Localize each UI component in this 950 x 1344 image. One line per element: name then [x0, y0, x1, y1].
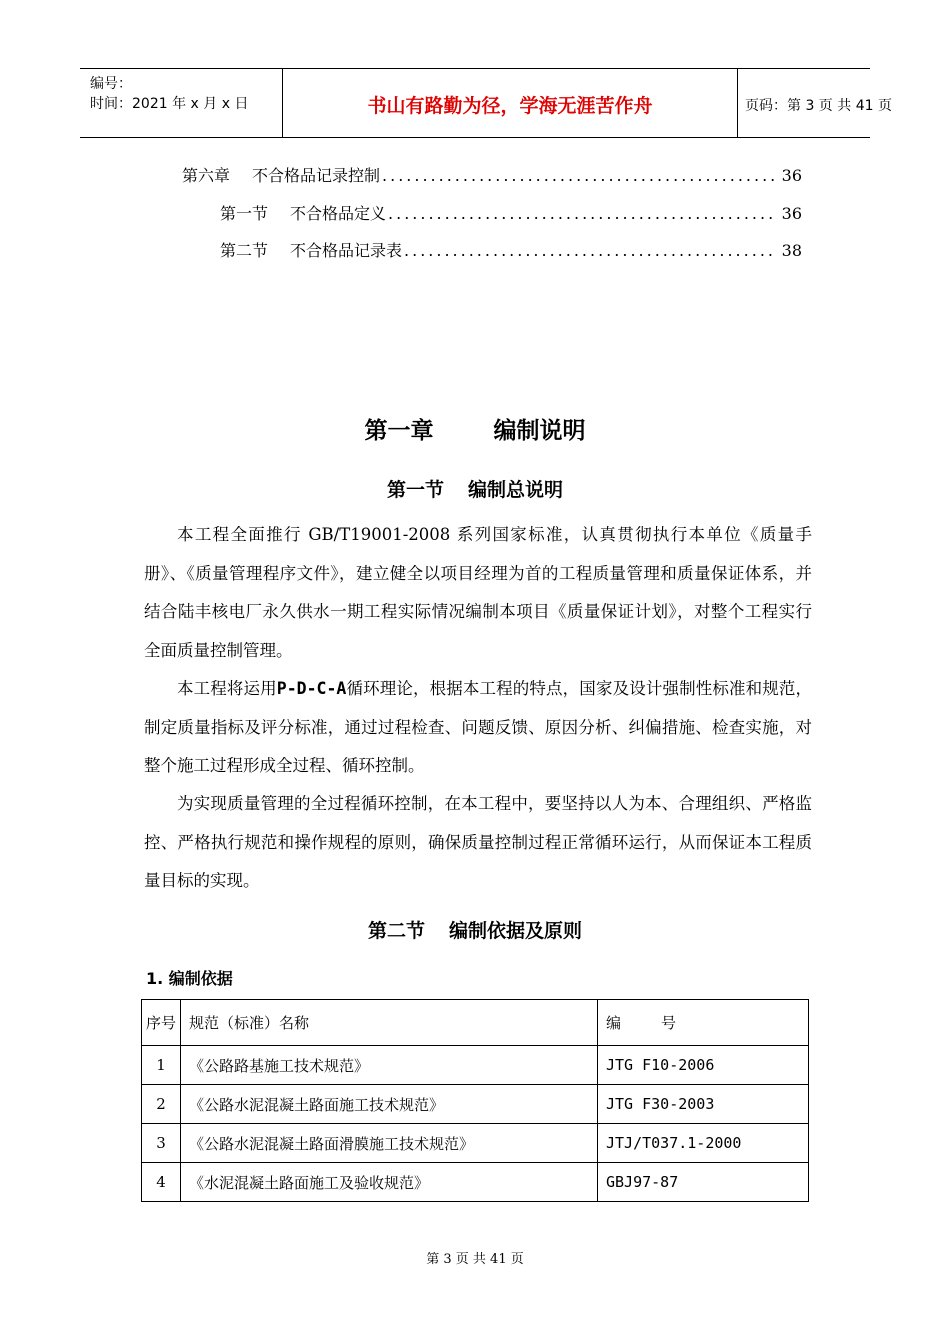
row-code: JTG F30-2003 [598, 1085, 809, 1124]
row-code: JTG F10-2006 [598, 1046, 809, 1085]
row-no: 2 [142, 1085, 181, 1124]
toc-entry-page: 36 [781, 204, 802, 223]
toc-leader-dots [382, 166, 774, 185]
toc-entry-text: 不合格品定义 [290, 204, 387, 223]
header-page-cell [737, 69, 892, 137]
toc-entry[interactable] [182, 163, 802, 186]
row-code: JTJ/T037.1-2000 [598, 1124, 809, 1163]
table-row [142, 1046, 809, 1085]
toc-entry[interactable] [220, 201, 802, 224]
page-footer: 第 3 页 共 41 页 [426, 1252, 524, 1267]
subheading: 1. 编制依据 [146, 969, 233, 988]
toc-entry-number: 第二节 [220, 241, 269, 260]
chapter-number: 第一章 [364, 418, 434, 444]
chapter-title: 编制说明 [493, 418, 586, 444]
row-name: 《公路水泥混凝土路面滑膜施工技术规范》 [181, 1124, 598, 1163]
toc-entry-number: 第一节 [220, 204, 269, 223]
row-name: 《水泥混凝土路面施工及验收规范》 [181, 1163, 598, 1202]
paragraph-text: 本工程将运用 [177, 679, 277, 698]
toc-entry-number: 第六章 [182, 166, 231, 185]
section-title: 编制依据及原则 [449, 920, 583, 942]
header-cell-no: 序号 [142, 1000, 181, 1046]
standards-table [141, 999, 809, 1202]
chapter-heading [0, 412, 950, 445]
table-row [142, 1085, 809, 1124]
header-time-label: 时间：2021 年 x 月 x 日 [90, 96, 249, 112]
body-paragraph: 为实现质量管理的全过程循环控制，在本工程中，要坚持以人为本、合理组织、严格监控、严格执行规范和操作规程的原则，确保质量控制过程正常循环运行，从而保证本工程质量目标的实现。 [144, 794, 812, 890]
paragraph-text: 循环理论，根据本工程的特点，国家及设计强制性标准和规范，制定质量指标及评分标准，通过过程检查、问题反馈、原因分析、纠偏措施、检查实施，对整个施工过程形成全过程、循环控制。 [144, 679, 813, 775]
table-row [142, 1124, 809, 1163]
header-number-label: 编号： [90, 76, 132, 92]
code-header-part: 编 [606, 1014, 622, 1032]
row-name: 《公路路基施工技术规范》 [181, 1046, 598, 1085]
header-motto-cell [282, 69, 738, 137]
toc-entry-text: 不合格品记录控制 [252, 166, 381, 185]
section-title: 编制总说明 [468, 479, 564, 501]
table-row [142, 1163, 809, 1202]
body-paragraph: 本工程全面推行 GB/T19001-2008 系列国家标准，认真贯彻执行本单位《质量手册》、《质量管理程序文件》，建立健全以项目经理为首的工程质量管理和质量保证体系，并结合陆丰核电厂永久供水一期工程实际情况编制本项目《质量保证计划》，对整个工程实行全面质量控制管理。 [144, 525, 812, 660]
page-header [80, 68, 892, 138]
pdca-term: P-D-C-A [276, 679, 347, 698]
row-no: 3 [142, 1124, 181, 1163]
section-heading [0, 475, 950, 502]
header-meta-cell [80, 69, 282, 137]
toc-entry-page: 38 [781, 241, 802, 260]
row-name: 《公路水泥混凝土路面施工技术规范》 [181, 1085, 598, 1124]
toc-leader-dots [404, 241, 774, 260]
header-page-info: 页码：第 3 页 共 41 页 [745, 98, 892, 114]
header-cell-name: 规范（标准）名称 [181, 1000, 598, 1046]
body-paragraph [144, 670, 812, 786]
row-code: GBJ97-87 [598, 1163, 809, 1202]
toc-entry-page: 36 [781, 166, 802, 185]
row-no: 4 [142, 1163, 181, 1202]
code-header-part: 号 [661, 1014, 677, 1032]
header-cell-code [598, 1000, 809, 1046]
toc-entry[interactable] [220, 238, 802, 261]
row-no: 1 [142, 1046, 181, 1085]
section-number: 第二节 [367, 920, 425, 942]
header-motto: 书山有路勤为径，学海无涯苦作舟 [367, 95, 653, 117]
table-header-row [142, 1000, 809, 1046]
toc-entry-text: 不合格品记录表 [290, 241, 403, 260]
toc-leader-dots [388, 204, 774, 223]
section-number: 第一节 [386, 479, 444, 501]
section-heading [0, 916, 950, 943]
